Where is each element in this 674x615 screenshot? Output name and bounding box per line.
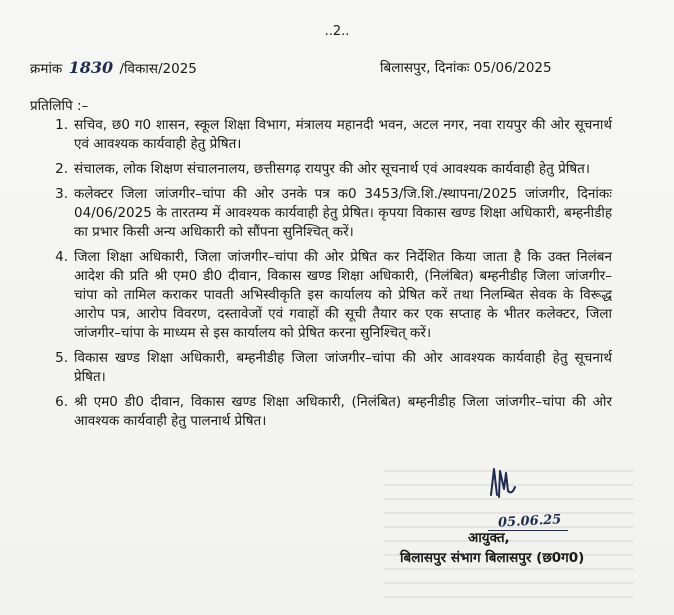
item-text: विकास खण्ड शिक्षा अधिकारी, बम्हनीडीह जिला जांजगीर–चांपा की ओर आवश्यक कार्यवाही हेतु सूचनार्थ प्रेषित। bbox=[74, 350, 612, 385]
office-name: बिलासपुर संभाग बिलासपुर (छ0ग0) bbox=[400, 550, 585, 566]
signature-scribble bbox=[488, 465, 518, 501]
copy-to-label: प्रतिलिपि :– bbox=[30, 98, 89, 114]
item-number: 2. bbox=[55, 161, 68, 177]
item-text: श्री एम0 डी0 दीवान, विकास खण्ड शिक्षा अधिकारी, (निलंबित) बम्हनीडीह जिला जांजगीर–चांपा की ओर आवश्यक कार्यवाही हेतु पालनार्थ प्रेषित। bbox=[74, 394, 612, 429]
item-text: कलेक्टर जिला जांजगीर–चांपा की ओर उनके पत्र क0 3453/जि.शि./स्थापना/2025 जांजगीर, दिनांकः 04/06/2025 के तारतम्य में आवश्यक कार्यवाही हेतु प्रेषित। कृपया विकास खण्ड शिक्षा अधिकारी, बम्हनीडीह का प्रभार किसी अन्य अधिकारी को सौंपना सुनिश्चित् करें। bbox=[74, 186, 612, 240]
list-item bbox=[32, 160, 612, 179]
reference-suffix: /विकास/2025 bbox=[119, 61, 197, 77]
item-number: 3. bbox=[55, 186, 68, 202]
item-number: 1. bbox=[55, 117, 68, 133]
item-text: जिला शिक्षा अधिकारी, जिला जांजगीर–चांपा की ओर प्रेषित कर निर्देशित किया जाता है कि उक्त निलंबन आदेश की प्रति श्री एम0 डी0 दीवान, विकास खण्ड शिक्षा अधिकारी, (निलंबित) बम्हनीडीह जिला जांजगीर–चांपा को तामिल कराकर पावती अभिस्वीकृति इस कार्यालय को प्रेषित करें तथा निलम्बित सेवक के विरूद्ध आरोप पत्र, आरोप विवरण, दस्तावेजों एवं गवाहों की सूची तैयार कर एक सप्ताह के भीतर कलेक्टर, जिला जांजगीर–चांपा के माध्यम से इस कार्यालय को प्रेषित करना सुनिश्चित् करें। bbox=[74, 249, 612, 341]
handwritten-number: 1830 bbox=[68, 58, 114, 77]
list-item bbox=[32, 393, 612, 431]
list-item bbox=[32, 185, 612, 242]
handwritten-date: 05.06.25 bbox=[497, 512, 562, 531]
list-item bbox=[32, 116, 612, 154]
list-item bbox=[32, 248, 612, 343]
item-number: 5. bbox=[55, 350, 68, 366]
place-date: बिलासपुर, दिनांकः 05/06/2025 bbox=[380, 60, 552, 76]
page-number: ..2.. bbox=[324, 24, 350, 39]
item-number: 6. bbox=[55, 394, 68, 410]
item-text: संचालक, लोक शिक्षण संचालनालय, छत्तीसगढ़ रायपुर की ओर सूचनार्थ एवं आवश्यक कार्यवाही हेतु प्रेषित। bbox=[74, 161, 590, 177]
reference-label: क्रमांक bbox=[30, 61, 63, 77]
item-text: सचिव, छ0 ग0 शासन, स्कूल शिक्षा विभाग, मंत्रालय महानदी भवन, अटल नगर, नवा रायपुर की ओर सूचनार्थ एवं आवश्यक कार्यवाही हेतु प्रेषित। bbox=[74, 117, 612, 152]
distribution-list bbox=[32, 116, 612, 437]
designation: आयुक्त, bbox=[468, 530, 510, 546]
reference-number bbox=[30, 58, 197, 77]
list-item bbox=[32, 349, 612, 387]
item-number: 4. bbox=[55, 249, 68, 265]
